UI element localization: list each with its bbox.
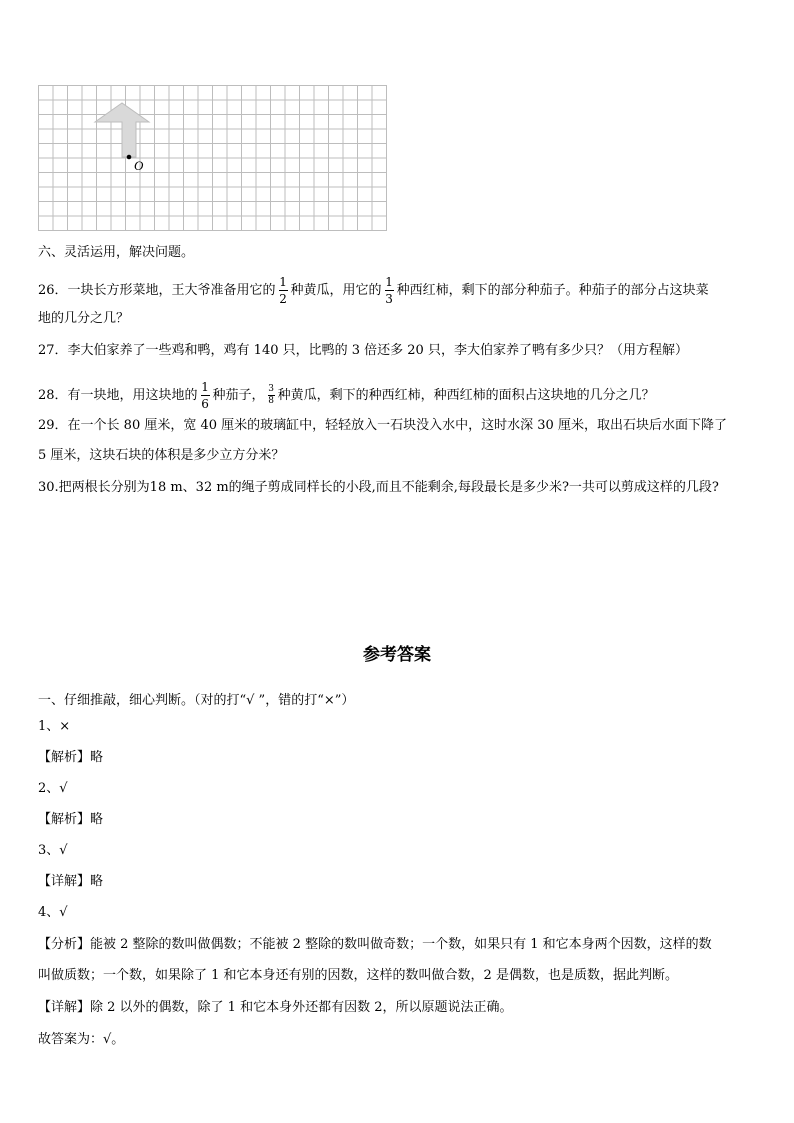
fraction-one-half: $\frac{1}{2}$ bbox=[279, 275, 287, 306]
grid-figure bbox=[38, 85, 387, 231]
answer-3: 3、√ bbox=[38, 843, 68, 858]
section6-heading: 六、灵活运用，解决问题。 bbox=[38, 245, 195, 260]
answer-2: 2、√ bbox=[38, 781, 68, 796]
origin-label: O bbox=[134, 158, 144, 173]
question-27: 27．李大伯家养了一些鸡和鸭，鸡有 140 只，比鸭的 3 倍还多 20 只，李大伯家养了鸭有多少只？（用方程解） bbox=[38, 343, 688, 358]
gray-arrow bbox=[95, 103, 149, 157]
question-29-line2: 5 厘米，这块石块的体积是多少立方分米？ bbox=[38, 448, 285, 463]
fraction-one-sixth: $\frac{1}{6}$ bbox=[201, 380, 209, 411]
fraction-three-eighths: $\frac{3}{8}$ bbox=[268, 384, 274, 406]
answer-4-analysis-line2: 叫做质数；一个数，如果除了 1 和它本身还有别的因数，这样的数叫做合数，2 是偶数，也是质数，据此判断。 bbox=[38, 968, 678, 983]
arrow-shape bbox=[38, 85, 386, 230]
answers-title: 参考答案 bbox=[363, 645, 431, 665]
question-26-line2: 地的几分之几？ bbox=[38, 311, 130, 326]
answer-1: 1、× bbox=[38, 719, 71, 734]
answer-4: 4、√ bbox=[38, 905, 68, 920]
answer-4-analysis-line1: 【分析】能被 2 整除的数叫做偶数；不能被 2 整除的数叫做奇数；一个数，如果只有 1 和它本身两个因数，这样的数 bbox=[38, 937, 712, 952]
answer-4-detail: 【详解】除 2 以外的偶数，除了 1 和它本身外还都有因数 2，所以原题说法正确。 bbox=[38, 1000, 513, 1015]
fraction-one-third: $\frac{1}{3}$ bbox=[385, 275, 393, 306]
answer-4-conclusion: 故答案为：√。 bbox=[38, 1032, 125, 1047]
question-26: 26．一块长方形菜地，王大爷准备用它的 $\frac{1}{2}$ 种黄瓜，用它的 $\frac{1}{3}$ 种西红柿，剩下的部分种茄子。种茄子的部分占这块菜 bbox=[38, 275, 709, 306]
question-28: 28．有一块地，用这块地的 $\frac{1}{6}$ 种茄子， $\frac{3}{8}$ 种黄瓜，剩下的种西红柿，种西红柿的面积占这块地的几分之几？ bbox=[38, 380, 655, 411]
question-30: 30.把两根长分别为18 m、32 m的绳子剪成同样长的小段,而且不能剩余,每段最长是多少米?一共可以剪成这样的几段? bbox=[38, 480, 719, 495]
answer-3-note: 【详解】略 bbox=[38, 874, 104, 889]
answer-1-note: 【解析】略 bbox=[38, 750, 104, 765]
question-29-line1: 29．在一个长 80 厘米，宽 40 厘米的玻璃缸中，轻轻放入一石块没入水中，这时水深 30 厘米，取出石块后水面下降了 bbox=[38, 418, 727, 433]
origin-point bbox=[127, 155, 132, 160]
answers-section1: 一、仔细推敲，细心判断。（对的打“√ ”，错的打“×”） bbox=[38, 693, 355, 708]
answer-2-note: 【解析】略 bbox=[38, 812, 104, 827]
